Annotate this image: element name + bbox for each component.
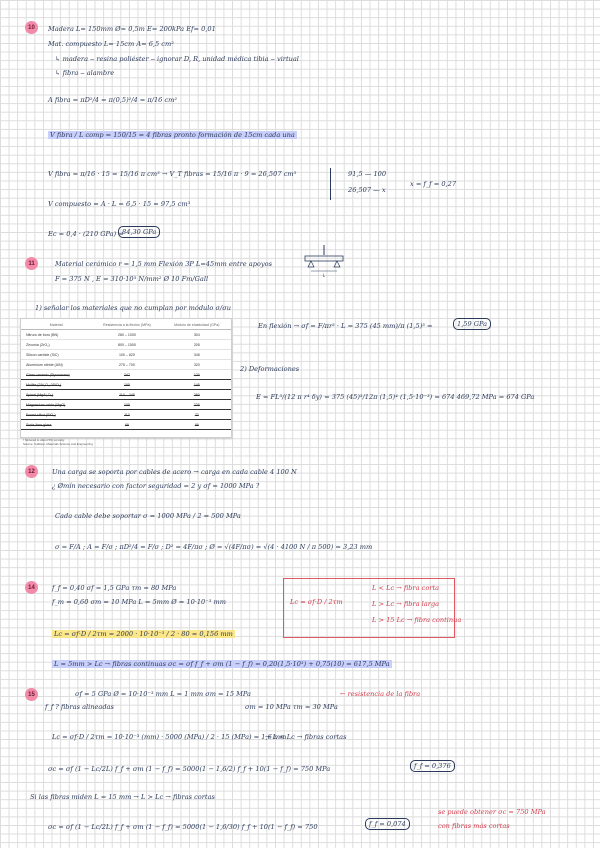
handwritten-line: → L < Lc → fibras cortas xyxy=(265,733,347,741)
handwritten-line xyxy=(52,630,235,638)
handwritten-line: f_m = 0,60 σm = 10 MPa L = 5mm Ø = 10·10⁻³ mm xyxy=(52,598,226,606)
handwritten-line: F = 375 N , E = 310·10³ N/mm² Ø 10 Fm/Gall xyxy=(55,275,209,283)
handwritten-line: Madera L= 150mm Ø= 0,5m E= 200kPa Ef= 0,01 xyxy=(48,25,216,33)
handwritten-line: ↳ fibra ‒ alambre xyxy=(55,69,115,77)
table-row: Aluminium nitride (AlN) 275 – 700 320 xyxy=(21,360,231,370)
handwritten-line: Una carga se soporta por cables de acero → carga en cada cable 4 100 N xyxy=(52,468,297,476)
table-row-struck: Fused silica (SiO₂) 110 73 xyxy=(21,410,231,420)
handwritten-line: f_f = 0,40 σf = 1,5 GPa τm = 80 MPa xyxy=(52,584,177,592)
handwritten-line: A fibra = πD²/4 = π(0,5)²/4 = π/16 cm² xyxy=(48,96,178,104)
handwritten-line: f_f ? fibras alineadas xyxy=(45,703,114,711)
properties-table xyxy=(20,318,232,446)
handwritten-line: σ = F/A ; A = F/σ ; πD²/4 = F/σ ; D² = 4F/πσ ; Ø = √(4F/πσ) = √(4 · 4100 N / π 500) = 3,23 mm xyxy=(55,543,373,551)
handwritten-line: 26,507 — x xyxy=(348,186,386,194)
table-row-struck: Soda-lime glass 69 69 xyxy=(21,420,231,430)
handwritten-line: σf = 5 GPa Ø = 10·10⁻³ mm L = 1 mm σm = 15 MPa xyxy=(75,690,251,698)
handwritten-line: 91,5 — 100 xyxy=(348,170,387,178)
note-line: L > 15 Lc → fibra continua xyxy=(372,616,462,624)
note-line: L > Lc → fibra larga xyxy=(372,600,440,608)
table-row: Zirconia (ZrO₂) 800 – 1500 205 xyxy=(21,340,231,350)
table-header: Módulo de elasticidad (GPa) xyxy=(163,319,231,330)
handwritten-line: σc = σf (1 − Lc/2L) f_f + σm (1 − f_f) = 5000(1 − 1,6/30) f_f + 10(1 − f_f) = 750 xyxy=(48,823,318,831)
handwritten-line xyxy=(52,660,392,668)
table-footnote: ³ Sintered to about 5% porosity. Source: Callister, Materials Science and Engineering xyxy=(23,438,93,446)
highlight: L = 5mm > Lc → fibras continuas σc = σf f_f + σm (1 − f_f) = 0,20(1,5·10³) + 0,75(10) = 617,5 MPa xyxy=(54,660,390,668)
problem-number: 15 xyxy=(25,688,38,701)
handwritten-line: σc = σf (1 − Lc/2L) f_f + σm (1 − f_f) = 5000(1 − 1,6/2) f_f + 10(1 − f_f) = 750 MPa xyxy=(48,765,331,773)
handwritten-line: En flexión → σf = F/πr³ · L = 375 (45 mm)/π (1,5)³ = xyxy=(258,322,433,330)
handwritten-line: Ec = 0,4 · (210 GPa) = xyxy=(48,230,124,238)
table-row: Nitruro de boro (BN) 280 – 1000 304 xyxy=(21,330,231,340)
handwritten-line: V compuesto = A · L = 6,5 · 15 = 97,5 cm³ xyxy=(48,200,191,208)
highlight: Lc = σf·D / 2τm = 2000 · 10·10⁻³ / 2 · 80 = 0,156 mm xyxy=(54,630,233,638)
table-row-struck: Glass-ceramic (Pyroceram) 247 120 xyxy=(21,370,231,380)
handwritten-line: V fibra = π/16 · 15 = 15/16 π cm³ → V_T fibras = 15/16 π · 9 = 26,507 cm³ xyxy=(48,170,297,178)
handwritten-line xyxy=(48,131,297,139)
handwritten-line: Si las fibras miden L = 15 mm → L > Lc → fibras cortas xyxy=(30,793,215,801)
beam-sketch xyxy=(303,245,345,279)
table-header: Material xyxy=(21,319,91,330)
handwritten-line: Mat. compuesto L= 15cm A= 6,5 cm² xyxy=(48,40,174,48)
boxed-result: 1,59 GPa xyxy=(453,318,491,330)
handwritten-line: Lc = σf·D / 2τm = 10·10⁻³ (mm) · 5000 (MPa) / 2 · 15 (MPa) = 1,6 mm xyxy=(52,733,287,741)
handwritten-line: E = FL³/(12 π r⁴ δy) = 375 (45)³/12π (1,5)⁴ (1,5·10⁻³) = 674 469,72 MPa = 674 GPa xyxy=(256,393,535,401)
problem-number: 14 xyxy=(25,581,38,594)
note-line: se puede obtener σc = 750 MPa xyxy=(438,808,546,816)
brace-line xyxy=(330,168,331,200)
handwritten-line: σm = 10 MPa τm = 30 MPa xyxy=(245,703,338,711)
problem-number: 12 xyxy=(25,465,38,478)
table-header: Resistencia a la flexión (MPa) xyxy=(91,319,162,330)
handwritten-line: x = f_f = 0,27 xyxy=(410,180,457,188)
handwritten-line: 1) señalar los materiales que no cumplan por módulo σ/σu xyxy=(35,304,231,312)
table-row-struck: Mullite (3Al₂O₃·2SiO₂) 185 145 xyxy=(21,380,231,390)
table-row-struck: Magnesium oxide (MgO) 105 225 xyxy=(21,400,231,410)
table-row-struck: Spinel (MgAl₂O₄) 110 – 245 260 xyxy=(21,390,231,400)
handwritten-line: Cada cable debe soportar σ = 1000 MPa / 2 = 500 MPa xyxy=(55,512,241,520)
handwritten-line: ¿ Ømín necesario con factor seguridad = 2 y σf = 1000 MPa ? xyxy=(52,482,260,490)
handwritten-line: ↳ madera ‒ resina poliéster ‒ ignorar D, R, unidad médica tibia ‒ virtual xyxy=(55,55,299,63)
note-line: con fibras más cortas xyxy=(438,822,510,830)
boxed-result: 84,30 GPa xyxy=(118,226,160,238)
boxed-result: f_f = 0,376 xyxy=(410,760,455,772)
note-line: ← resistencia de la fibra xyxy=(340,690,421,698)
svg-text:L: L xyxy=(322,273,326,278)
problem-number: 11 xyxy=(25,257,38,270)
handwritten-line: Material cerámico r = 1,5 mm Flexión 3P L=45mm entre apoyos xyxy=(55,260,272,268)
table-row: Silicon carbide (SiC) 100 – 820 345 xyxy=(21,350,231,360)
handwritten-line: 2) Deformaciones xyxy=(240,365,300,373)
note-line: L < Lc → fibra corta xyxy=(372,584,440,592)
boxed-result: f_f = 0,074 xyxy=(365,818,410,830)
problem-number: 10 xyxy=(25,21,38,34)
note-line: Lc = σf·D / 2τm xyxy=(290,598,343,606)
highlight: V fibra / L comp = 150/15 = 4 fibras pronto formación de 15cm cada una xyxy=(50,131,295,139)
